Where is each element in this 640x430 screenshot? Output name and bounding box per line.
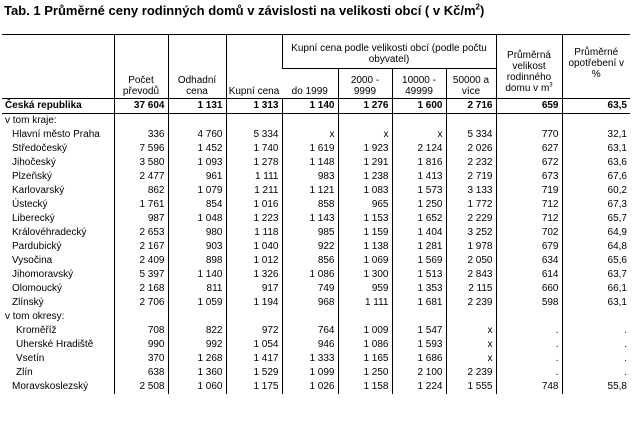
row-cell: 2 167	[114, 240, 168, 254]
row-cell: x	[446, 338, 496, 352]
row-cell: 1 276	[338, 99, 392, 114]
row-cell: 679	[496, 240, 562, 254]
row-cell: 3 252	[446, 226, 496, 240]
table-row	[2, 338, 630, 352]
row-cell: 1 681	[392, 296, 446, 310]
row-cell: 748	[496, 380, 562, 394]
row-cell: 1 138	[338, 240, 392, 254]
row-cell: 856	[282, 254, 338, 268]
header-opotrebeni: Průměrné opotřebení v %	[562, 35, 630, 99]
row-cell: 1 099	[282, 366, 338, 380]
table-row	[2, 296, 630, 310]
row-cell: 1 686	[392, 352, 446, 366]
row-cell: 1 816	[392, 156, 446, 170]
row-cell	[114, 114, 168, 129]
row-cell	[496, 310, 562, 324]
table-row	[2, 170, 630, 184]
row-cell: 719	[496, 184, 562, 198]
row-cell: 1 059	[168, 296, 226, 310]
table-body	[2, 99, 630, 395]
row-cell: 1 054	[226, 338, 282, 352]
row-cell: 1 121	[282, 184, 338, 198]
row-cell	[226, 114, 282, 129]
row-cell: 1 131	[168, 99, 226, 114]
row-cell: 959	[338, 282, 392, 296]
row-cell: 37 604	[114, 99, 168, 114]
row-cell: 1 111	[338, 296, 392, 310]
row-cell: 2 115	[446, 282, 496, 296]
row-cell: 1 452	[168, 142, 226, 156]
row-cell: .	[496, 324, 562, 338]
row-cell: 67,3	[562, 198, 630, 212]
row-cell: 764	[282, 324, 338, 338]
row-label: v tom okresy:	[5, 311, 65, 322]
table-row	[2, 226, 630, 240]
table-row	[2, 198, 630, 212]
row-cell: x	[338, 128, 392, 142]
table-row	[2, 366, 630, 380]
row-label: Moravskoslezský	[12, 381, 89, 392]
table-row	[2, 324, 630, 338]
row-cell	[338, 114, 392, 129]
row-cell: 638	[114, 366, 168, 380]
row-label: Vsetín	[16, 353, 45, 364]
row-cell	[392, 310, 446, 324]
row-cell: 1 313	[226, 99, 282, 114]
row-cell: 2 239	[446, 296, 496, 310]
row-cell: 634	[496, 254, 562, 268]
row-label: Olomoucký	[12, 283, 63, 294]
row-cell	[446, 114, 496, 129]
row-cell: 858	[282, 198, 338, 212]
row-cell	[114, 310, 168, 324]
row-cell: 1 165	[338, 352, 392, 366]
table-row	[2, 99, 630, 114]
table-row	[2, 310, 630, 324]
row-cell: 63,7	[562, 268, 630, 282]
row-cell: 1 223	[226, 212, 282, 226]
row-cell: 67,6	[562, 170, 630, 184]
row-cell: 2 477	[114, 170, 168, 184]
row-cell	[168, 114, 226, 129]
row-label: Zlín	[16, 367, 33, 378]
row-cell	[282, 114, 338, 129]
table-row	[2, 254, 630, 268]
row-cell: 1 224	[392, 380, 446, 394]
row-cell: 946	[282, 338, 338, 352]
row-cell: 1 048	[168, 212, 226, 226]
header-kupni-group: Kupní cena podle velikosti obcí (podle počtu obyvatel)	[282, 35, 496, 69]
table-header	[2, 35, 630, 99]
row-cell: 1 194	[226, 296, 282, 310]
row-cell: 1 086	[282, 268, 338, 282]
row-cell: 660	[496, 282, 562, 296]
row-cell: 1 211	[226, 184, 282, 198]
row-cell: 1 016	[226, 198, 282, 212]
row-cell: 1 978	[446, 240, 496, 254]
row-cell	[392, 114, 446, 129]
row-cell: 64,9	[562, 226, 630, 240]
table-row	[2, 156, 630, 170]
row-cell: 63,5	[562, 99, 630, 114]
table-row	[2, 128, 630, 142]
row-cell: 672	[496, 156, 562, 170]
row-cell: 968	[282, 296, 338, 310]
row-cell: 1 404	[392, 226, 446, 240]
row-cell: 965	[338, 198, 392, 212]
row-cell	[282, 310, 338, 324]
row-cell: 2 508	[114, 380, 168, 394]
header-sub-1: 2000 - 9999	[338, 69, 392, 99]
row-cell	[562, 310, 630, 324]
table-row	[2, 142, 630, 156]
row-cell: 1 593	[392, 338, 446, 352]
row-label: Plzeňský	[12, 171, 53, 182]
row-cell: 1 600	[392, 99, 446, 114]
row-cell: 961	[168, 170, 226, 184]
table-row	[2, 380, 630, 394]
row-cell	[168, 310, 226, 324]
row-cell: 1 140	[168, 268, 226, 282]
row-cell: 2 409	[114, 254, 168, 268]
row-cell: 708	[114, 324, 168, 338]
row-label: Pardubický	[12, 241, 62, 252]
row-label: Uherské Hradiště	[16, 339, 94, 350]
row-label: Kroměříž	[16, 325, 57, 336]
table-row	[2, 240, 630, 254]
row-cell: 917	[226, 282, 282, 296]
row-cell	[496, 114, 562, 129]
row-cell: 2 050	[446, 254, 496, 268]
table-row	[2, 212, 630, 226]
row-cell: 770	[496, 128, 562, 142]
row-cell: 1 060	[168, 380, 226, 394]
row-cell: 3 133	[446, 184, 496, 198]
row-cell: .	[496, 352, 562, 366]
row-cell: 1 573	[392, 184, 446, 198]
row-cell: 1 417	[226, 352, 282, 366]
row-cell: x	[392, 128, 446, 142]
row-cell: 1 619	[282, 142, 338, 156]
row-cell: 922	[282, 240, 338, 254]
row-cell: 1 250	[338, 366, 392, 380]
row-cell: 2 653	[114, 226, 168, 240]
row-cell: .	[562, 352, 630, 366]
row-cell: 4 760	[168, 128, 226, 142]
row-cell: 5 397	[114, 268, 168, 282]
row-label: Zlínský	[12, 297, 44, 308]
row-cell: 1 143	[282, 212, 338, 226]
table-row	[2, 114, 630, 129]
row-label: Jihomoravský	[12, 269, 74, 280]
row-cell: 7 596	[114, 142, 168, 156]
row-label: v tom kraje:	[5, 115, 57, 126]
row-cell: 1 291	[338, 156, 392, 170]
row-cell: x	[446, 324, 496, 338]
row-cell: 903	[168, 240, 226, 254]
row-cell: 983	[282, 170, 338, 184]
row-cell: 2 843	[446, 268, 496, 282]
row-cell	[446, 310, 496, 324]
row-cell: 370	[114, 352, 168, 366]
row-cell: 1 175	[226, 380, 282, 394]
row-cell: 1 069	[338, 254, 392, 268]
row-cell: 2 716	[446, 99, 496, 114]
row-cell: 2 239	[446, 366, 496, 380]
row-cell: 1 652	[392, 212, 446, 226]
row-cell: 1 772	[446, 198, 496, 212]
header-prumerna-velikost: Průměrná velikost rodinného domu v $m^3$	[496, 35, 562, 99]
row-cell: 60,2	[562, 184, 630, 198]
row-cell: 972	[226, 324, 282, 338]
row-cell: 2 229	[446, 212, 496, 226]
table-title: Tab. 1 Průměrné ceny rodinných domů v závislosti na velikosti obcí ( v $Kč/m^2$)	[4, 2, 485, 18]
table-row	[2, 268, 630, 282]
row-cell: x	[446, 352, 496, 366]
row-cell: 1 153	[338, 212, 392, 226]
row-cell: 1 278	[226, 156, 282, 170]
row-label: Vysočina	[12, 255, 53, 266]
row-cell: 1 923	[338, 142, 392, 156]
row-cell: 1 079	[168, 184, 226, 198]
row-cell: 987	[114, 212, 168, 226]
row-cell: 1 012	[226, 254, 282, 268]
row-cell: 2 719	[446, 170, 496, 184]
row-cell: 1 360	[168, 366, 226, 380]
row-label: Hlavní město Praha	[12, 129, 100, 140]
row-cell: 1 140	[282, 99, 338, 114]
row-cell: 985	[282, 226, 338, 240]
row-label: Liberecký	[12, 213, 55, 224]
row-cell: 749	[282, 282, 338, 296]
row-cell: 32,1	[562, 128, 630, 142]
row-cell: 1 086	[338, 338, 392, 352]
row-cell: .	[562, 324, 630, 338]
header-sub-0: do 1999	[291, 86, 328, 97]
row-label: Karlovarský	[12, 185, 65, 196]
row-cell: 66,1	[562, 282, 630, 296]
row-cell: 1 300	[338, 268, 392, 282]
row-cell: 3 580	[114, 156, 168, 170]
row-cell: 65,6	[562, 254, 630, 268]
row-cell: 1 547	[392, 324, 446, 338]
row-cell: 1 009	[338, 324, 392, 338]
row-cell: 1 148	[282, 156, 338, 170]
row-cell: 1 268	[168, 352, 226, 366]
row-cell: 1 040	[226, 240, 282, 254]
row-cell: 2 706	[114, 296, 168, 310]
row-cell: x	[282, 128, 338, 142]
row-cell: 1 159	[338, 226, 392, 240]
row-cell: 1 238	[338, 170, 392, 184]
row-cell: 712	[496, 212, 562, 226]
row-cell: 1 111	[226, 170, 282, 184]
row-label: Jihočeský	[12, 157, 56, 168]
row-cell: 65,7	[562, 212, 630, 226]
row-cell: 862	[114, 184, 168, 198]
row-cell: 614	[496, 268, 562, 282]
row-cell: .	[562, 338, 630, 352]
table-row	[2, 282, 630, 296]
row-label: Středočeský	[12, 143, 68, 154]
row-cell: 63,1	[562, 142, 630, 156]
header-sub-3: 50000 a více	[446, 69, 496, 99]
row-cell: 1 118	[226, 226, 282, 240]
row-cell: 336	[114, 128, 168, 142]
row-cell: 992	[168, 338, 226, 352]
row-label: Česká republika	[2, 99, 114, 114]
row-cell: 5 334	[446, 128, 496, 142]
header-blank	[2, 35, 114, 99]
table-row	[2, 352, 630, 366]
row-cell	[338, 310, 392, 324]
row-cell: 1 083	[338, 184, 392, 198]
header-odhadni: Odhadní cena	[168, 35, 226, 99]
row-cell: .	[562, 366, 630, 380]
price-table	[2, 34, 630, 394]
row-cell: 2 168	[114, 282, 168, 296]
row-cell: 1 761	[114, 198, 168, 212]
header-pocet: Počet převodů	[114, 35, 168, 99]
row-cell: 1 158	[338, 380, 392, 394]
row-cell: 1 513	[392, 268, 446, 282]
row-cell: 5 334	[226, 128, 282, 142]
row-cell: .	[496, 366, 562, 380]
row-cell: 712	[496, 198, 562, 212]
row-cell: 1 333	[282, 352, 338, 366]
row-cell	[562, 114, 630, 129]
row-cell: 1 093	[168, 156, 226, 170]
header-sub-2: 10000 - 49999	[392, 69, 446, 99]
row-cell: 2 124	[392, 142, 446, 156]
row-cell	[226, 310, 282, 324]
row-cell: 1 353	[392, 282, 446, 296]
row-cell: 990	[114, 338, 168, 352]
row-cell: 55,8	[562, 380, 630, 394]
table-row	[2, 184, 630, 198]
row-cell: 898	[168, 254, 226, 268]
row-cell: 659	[496, 99, 562, 114]
row-cell: 1 281	[392, 240, 446, 254]
header-kupni: Kupní cena	[226, 35, 282, 99]
row-cell: 1 529	[226, 366, 282, 380]
row-cell: 822	[168, 324, 226, 338]
row-cell: 854	[168, 198, 226, 212]
row-cell: 1 413	[392, 170, 446, 184]
row-cell: 980	[168, 226, 226, 240]
row-cell: 1 740	[226, 142, 282, 156]
row-cell: 811	[168, 282, 226, 296]
row-cell: 1 026	[282, 380, 338, 394]
row-label: Ústecký	[12, 199, 48, 210]
row-cell: .	[496, 338, 562, 352]
row-cell: 2 026	[446, 142, 496, 156]
row-cell: 1 555	[446, 380, 496, 394]
row-cell: 2 100	[392, 366, 446, 380]
row-cell: 702	[496, 226, 562, 240]
row-cell: 598	[496, 296, 562, 310]
row-cell: 627	[496, 142, 562, 156]
row-cell: 2 232	[446, 156, 496, 170]
row-label: Královéhradecký	[12, 227, 87, 238]
row-cell: 673	[496, 170, 562, 184]
row-cell: 63,1	[562, 296, 630, 310]
row-cell: 1 250	[392, 198, 446, 212]
row-cell: 1 326	[226, 268, 282, 282]
row-cell: 64,8	[562, 240, 630, 254]
row-cell: 63,6	[562, 156, 630, 170]
row-cell: 1 569	[392, 254, 446, 268]
